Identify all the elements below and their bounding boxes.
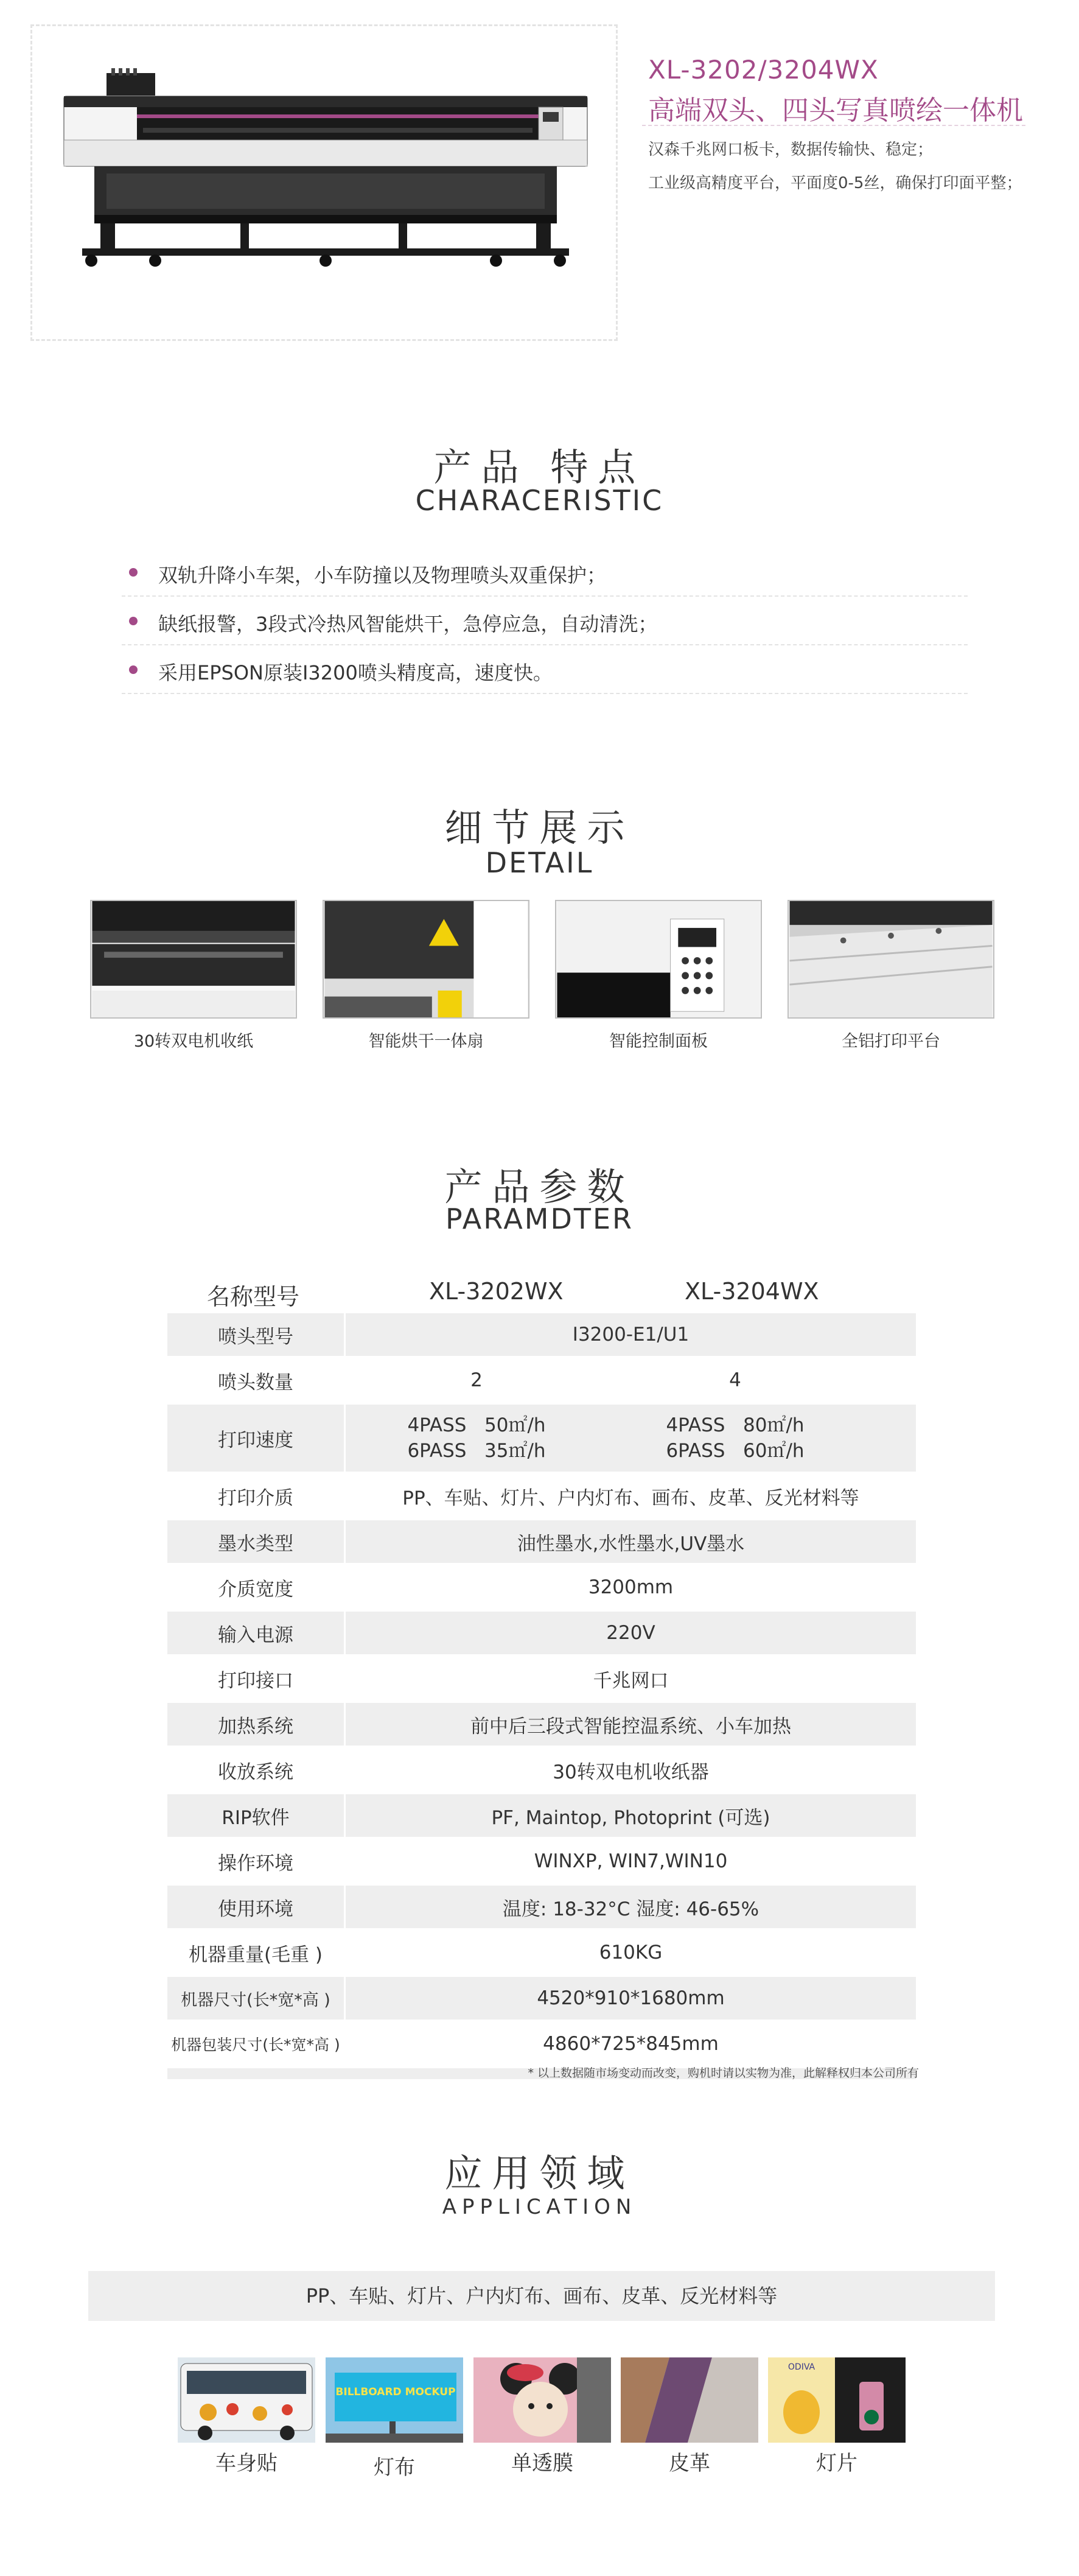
detail-photo-panel [555, 900, 762, 1019]
row-value: 4860*725*845mm [543, 2033, 719, 2055]
detail-caption: 智能烘干一体扇 [368, 1032, 484, 1051]
row-value: 3200mm [588, 1576, 674, 1598]
header-col1: XL-3202WX [429, 1278, 564, 1305]
feature-text: 采用EPSON原装I3200喷头精度高，速度快。 [158, 661, 553, 684]
row-value: 220V [606, 1622, 655, 1644]
row-value: 30转双电机收纸器 [553, 1761, 709, 1783]
feature-item [122, 645, 968, 694]
poster-text: ODIVA [787, 2362, 815, 2372]
row-value: 温度: 18-32°C 湿度: 46-65% [502, 1898, 759, 1920]
table-row [167, 1313, 916, 1359]
feature-text: 双轨升降小车架，小车防撞以及物理喷头双重保护； [158, 564, 607, 587]
table-row [167, 2023, 916, 2068]
table-row [167, 1977, 916, 2023]
table-row [167, 1749, 916, 1794]
app-caption: 单透膜 [511, 2451, 573, 2476]
speed-line: 6PASS 35㎡/h [407, 1440, 546, 1462]
table-row [167, 1703, 916, 1749]
bullet-icon [129, 665, 138, 674]
table-row [167, 1612, 916, 1657]
table-row [167, 1886, 916, 1931]
feature-text: 缺纸报警，3段式冷热风智能烘干，急停应急，自动清洗； [158, 612, 658, 636]
row-value-col1 [346, 1413, 607, 1464]
application-title-en: APPLICATION [442, 2195, 637, 2219]
params-title-en: PARAMDTER [445, 1202, 634, 1235]
feature-item [122, 548, 968, 597]
detail-photo-takeup [90, 900, 297, 1019]
app-photo-window-film [473, 2357, 611, 2443]
table-row [167, 1359, 916, 1405]
row-label: 输入电源 [167, 1612, 346, 1654]
table-row [167, 1475, 916, 1520]
row-value: 千兆网口 [593, 1669, 669, 1692]
disclaimer-note: * 以上数据随市场变动而改变，购机时请以实物为准，此解释权归本公司所有 [528, 2066, 919, 2080]
product-subtitle: 高端双头、四头写真喷绘一体机 [648, 95, 1023, 126]
detail-title-en: DETAIL [485, 846, 594, 879]
app-caption: 灯布 [374, 2455, 415, 2480]
detail-photo-dryer [323, 900, 529, 1019]
row-value-col1: 2 [470, 1369, 483, 1391]
params-table [167, 1269, 916, 2082]
row-label: 操作环境 [167, 1840, 346, 1883]
row-value: 前中后三段式智能控温系统、小车加热 [470, 1715, 791, 1738]
feature-item [122, 597, 968, 645]
row-value: 610KG [599, 1942, 663, 1964]
application-title-cn: 应用领域 [444, 2151, 635, 2195]
row-label: 机器包装尺寸(长*宽*高 ) [167, 2023, 346, 2065]
table-row [167, 1657, 916, 1703]
header-col2: XL-3204WX [685, 1278, 819, 1305]
speed-line: 4PASS 80㎡/h [666, 1414, 805, 1436]
table-row [167, 1405, 916, 1475]
row-value: PF, Maintop, Photoprint (可选) [491, 1806, 770, 1829]
row-label: 打印速度 [167, 1405, 346, 1472]
row-value: 4520*910*1680mm [537, 1987, 725, 2009]
detail-caption: 智能控制面板 [609, 1032, 708, 1051]
table-row [167, 1840, 916, 1886]
row-label: 喷头数量 [167, 1359, 346, 1402]
table-row [167, 1566, 916, 1612]
app-caption: 车身贴 [215, 2451, 278, 2476]
row-label: 机器重量(毛重 ) [167, 1931, 346, 1974]
row-label: 收放系统 [167, 1749, 346, 1791]
row-label: 打印介质 [167, 1475, 346, 1517]
bullet-icon [129, 568, 138, 577]
application-media-bar: PP、车贴、灯片、户内灯布、画布、皮革、反光材料等 [88, 2271, 995, 2321]
app-photo-lightbox [768, 2357, 906, 2443]
row-value: WINXP, WIN7,WIN10 [534, 1850, 728, 1872]
row-label: RIP软件 [167, 1794, 346, 1837]
hero-divider [642, 125, 1025, 126]
features-title-en: CHARACERISTIC [415, 484, 664, 517]
app-photo-bus [178, 2357, 315, 2443]
bullet-icon [129, 617, 138, 625]
row-label: 打印接口 [167, 1657, 346, 1700]
detail-caption: 全铝打印平台 [842, 1032, 940, 1051]
table-row [167, 1794, 916, 1840]
product-model: XL-3202/3204WX [648, 55, 879, 85]
features-title-cn: 产品 特点 [433, 445, 646, 490]
detail-title-cn: 细节展示 [444, 805, 635, 850]
hero-feature-line: 汉森千兆网口板卡，数据传输快、稳定； [648, 141, 934, 159]
table-header [167, 1269, 916, 1313]
detail-caption: 30转双电机收纸 [133, 1032, 254, 1051]
table-row [167, 1931, 916, 1977]
app-caption: 皮革 [669, 2451, 710, 2476]
row-value: I3200-E1/U1 [572, 1324, 690, 1346]
row-value-col2: 4 [729, 1369, 741, 1391]
printer-product-image [58, 67, 593, 268]
row-label: 加热系统 [167, 1703, 346, 1746]
hero-feature-line: 工业级高精度平台，平面度0-5丝，确保打印面平整； [648, 174, 1022, 192]
billboard-text: BILLBOARD MOCKUP [335, 2386, 456, 2398]
app-photo-billboard [326, 2357, 463, 2443]
speed-line: 4PASS 50㎡/h [407, 1414, 546, 1436]
row-value: 油性墨水,水性墨水,UV墨水 [517, 1532, 745, 1555]
row-label: 介质宽度 [167, 1566, 346, 1609]
row-label: 墨水类型 [167, 1520, 346, 1563]
table-row [167, 1520, 916, 1566]
row-value-col2 [607, 1413, 863, 1464]
app-caption: 灯片 [816, 2451, 857, 2476]
params-title-cn: 产品参数 [444, 1165, 635, 1209]
detail-photo-platform [787, 900, 994, 1019]
row-value: PP、车贴、灯片、户内灯布、画布、皮革、反光材料等 [402, 1487, 859, 1509]
header-label: 名称型号 [207, 1283, 300, 1310]
app-photo-leather [621, 2357, 758, 2443]
speed-line: 6PASS 60㎡/h [666, 1440, 805, 1462]
row-label: 机器尺寸(长*宽*高 ) [167, 1977, 346, 2020]
row-label: 喷头型号 [167, 1313, 346, 1356]
row-label: 使用环境 [167, 1886, 346, 1928]
